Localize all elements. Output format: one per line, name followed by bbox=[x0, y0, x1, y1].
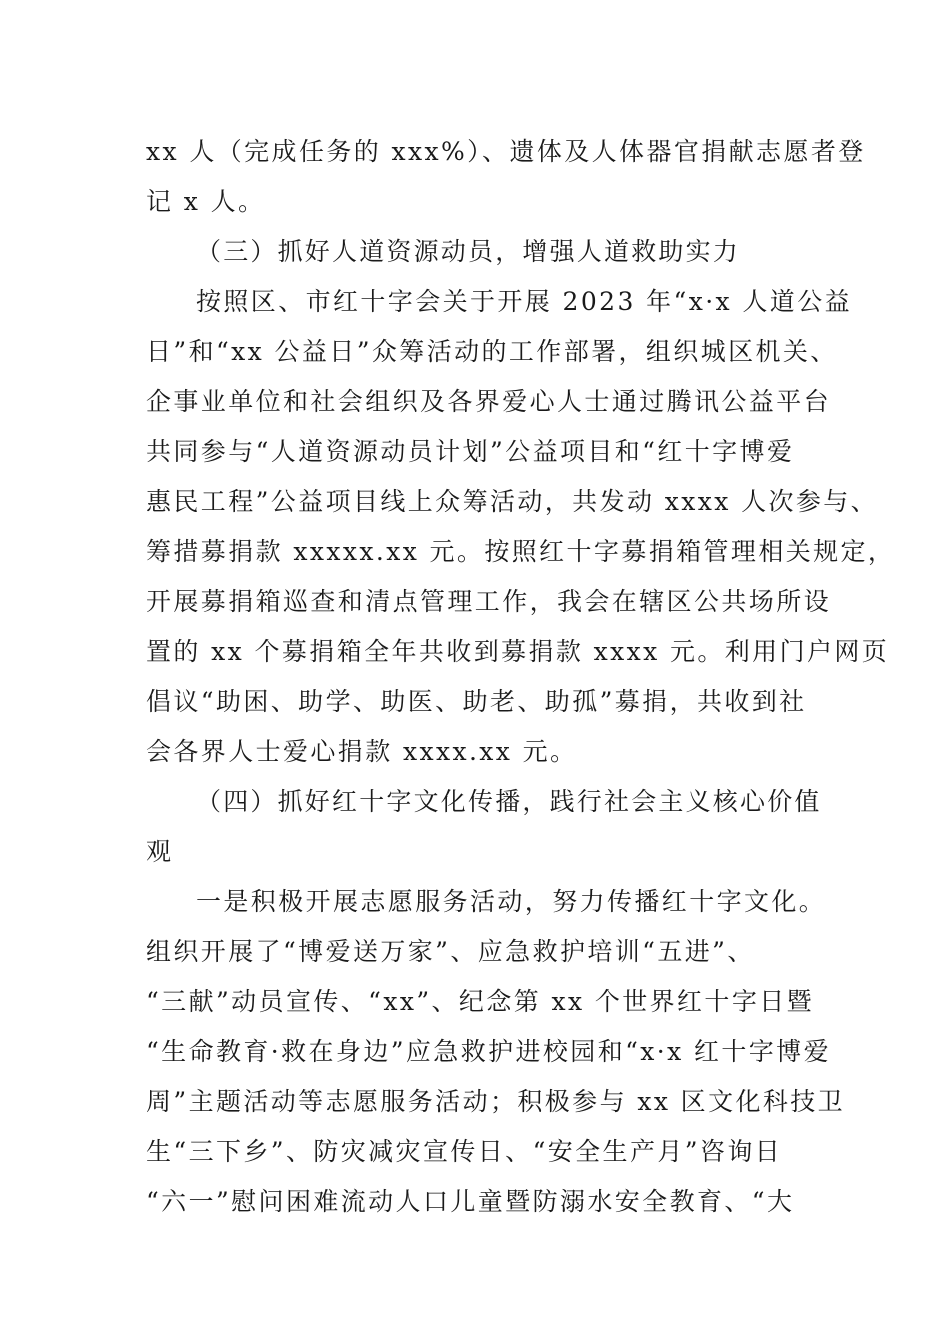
paragraph-start-line: 一是积极开展志愿服务活动，努力传播红十字文化。 bbox=[196, 887, 827, 916]
body-text-line: 日”和“xx 公益日”众筹活动的工作部署，组织城区机关、 bbox=[146, 337, 838, 366]
body-text-line: 生“三下乡”、防灾减灾宣传日、“安全生产月”咨询日 bbox=[146, 1137, 783, 1166]
body-text-line: 置的 xx 个募捐箱全年共收到募捐款 xxxx 元。利用门户网页 bbox=[146, 637, 890, 666]
body-text-line: 记 x 人。 bbox=[146, 187, 266, 216]
body-text-line: “三献”动员宣传、“xx”、纪念第 xx 个世界红十字日暨 bbox=[146, 987, 815, 1016]
body-text-line: 筹措募捐款 xxxxx.xx 元。按照红十字募捐箱管理相关规定， bbox=[146, 537, 896, 566]
paragraph-start-line: 按照区、市红十字会关于开展 2023 年“x·x 人道公益 bbox=[196, 287, 852, 316]
body-text-line: 开展募捐箱巡查和清点管理工作，我会在辖区公共场所设 bbox=[146, 587, 832, 616]
body-text-line: “六一”慰问困难流动人口儿童暨防溺水安全教育、“大 bbox=[146, 1187, 795, 1216]
body-text-line: xx 人（完成任务的 xxx%）、遗体及人体器官捐献志愿者登 bbox=[146, 137, 866, 166]
section-heading-four: （四）抓好红十字文化传播，践行社会主义核心价值 bbox=[196, 787, 822, 816]
body-text-line: 惠民工程”公益项目线上众筹活动，共发动 xxxx 人次参与、 bbox=[146, 487, 879, 516]
section-heading-three: （三）抓好人道资源动员，增强人道救助实力 bbox=[196, 237, 741, 266]
body-text-line: “生命教育·救在身边”应急救护进校园和“x·x 红十字博爱 bbox=[146, 1037, 831, 1066]
body-text-line: 企事业单位和社会组织及各界爱心人士通过腾讯公益平台 bbox=[146, 387, 832, 416]
body-text-line: 组织开展了“博爱送万家”、应急救护培训“五进”、 bbox=[146, 937, 755, 966]
body-text-line: 会各界人士爱心捐款 xxxx.xx 元。 bbox=[146, 737, 578, 766]
section-heading-four-continued: 观 bbox=[146, 837, 174, 866]
body-text-line: 倡议“助困、助学、助医、助老、助孤”募捐，共收到社 bbox=[146, 687, 807, 716]
body-text-line: 周”主题活动等志愿服务活动；积极参与 xx 区文化科技卫 bbox=[146, 1087, 846, 1116]
body-text-line: 共同参与“人道资源动员计划”公益项目和“红十字博爱 bbox=[146, 437, 795, 466]
